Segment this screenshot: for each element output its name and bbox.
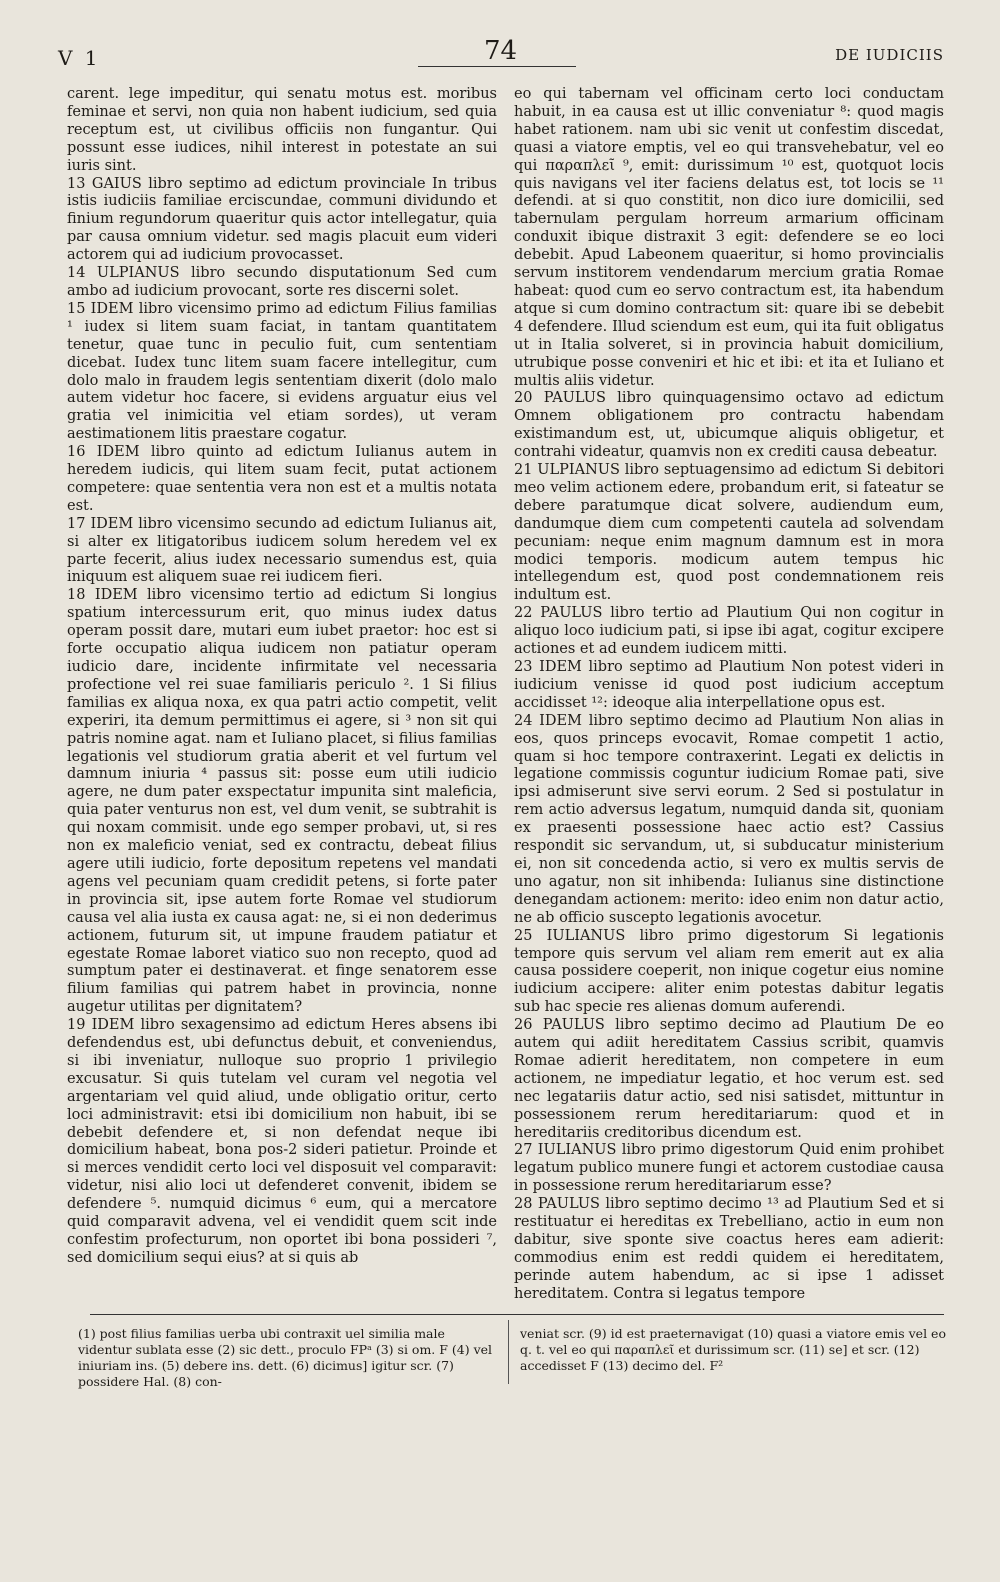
page-number: 74 [484,36,518,66]
paragraph: 20 PAULUS libro quinquagensimo octavo ad edictum Omnem obligationem pro contractu habendam existimandum est, ut, ubicumque aliquis obligetur, et contrahi videatur, quamvis non ex crediti causa debeatur. [514,390,944,461]
paragraph: 13 GAIUS libro septimo ad edictum provinciale In tribus istis iudiciis familiae erciscundae, communi dividundo et finium regundorum quaeritur quis actor intellegatur, quia par causa omnium videtur. sed magis placuit eum videri actorem qui ad iudicium provocasset. [67,175,497,264]
paragraph: 27 IULIANUS libro primo digestorum Quid enim prohibet legatum publico munere fungi et actorem custodiae causa in possessione rerum hereditariarum esse? [514,1142,944,1195]
paragraph: 18 IDEM libro vicensimo tertio ad edictum Si longius spatium intercessurum erit, quo minus iudex datus operam possit dare, mutari eum iubet praetor: hoc est si forte occupatio aliqua iudicem non patiatur operam iudicio dare, incidente infirmitate vel necessaria profectione vel rei suae familiaris periculo ². 1 Si filius familias ex aliqua noxa, ex qua patri actio competit, velit experiri, ita demum permittimus ei agere, si ³ non sit qui patris nomine agat. nam et Iuliano placet, si filius familias legationis vel studiorum gratia aberit et vel furtum vel damnum iniuria ⁴ passus sit: posse eum utili iudicio agere, ne dum pater exspectatur impunita sint maleficia, quia pater venturus non est, vel dum venit, se subtrahit is qui noxam commisit. unde ego semper probavi, ut, si res non ex maleficio veniat, sed ex contractu, debeat filius agere utili iudicio, forte depositum repetens vel mandati agens vel pecuniam quam credidit petens, si forte pater in provincia sit, ipse autem forte Romae vel studiorum causa vel alia iusta ex causa agat: ne, si ei non dederimus actionem, futurum sit, ut impune fraudem patiatur et egestate Romae laboret viatico suo non recepto, quod ad sumptum pater ei destinaverat. et finge senatorem esse filium familias qui patrem habet in provincia, nonne augetur utilitas per dignitatem? [67,587,497,1016]
paragraph: 19 IDEM libro sexagensimo ad edictum Heres absens ibi defendendus est, ubi defunctus debuit, et conveniendus, si ibi inveniatur, nulloque suo proprio 1 privilegio excusatur. Si quis tutelam vel curam vel negotia vel argentariam vel quid aliud, unde obligatio oritur, certo loci administravit: etsi ibi domicilium non habuit, ibi se debebit defendere et, si non defendat neque ibi domicilium habeat, bona pos-2 sideri patietur. Proinde et si merces vendidit certo loci vel disposuit vel comparavit: videtur, nisi alio loci ut defenderet convenit, ibidem se defendere ⁵. numquid dicimus ⁶ eum, qui a mercatore quid comparavit advena, vel ei vendidit quem scit inde confestim profecturum, non oportet ibi bona possideri ⁷, sed domicilium sequi eius? at si quis ab [67,1017,497,1266]
paragraph: 25 IULIANUS libro primo digestorum Si legationis tempore quis servum vel aliam rem emerit aut ex alia causa possidere coeperit, non inique cogetur eius nomine iudicium accipere: aliter enim potestas dabitur legatis sub hac specie res alienas domum auferendi. [514,927,944,1016]
paragraph: 28 PAULUS libro septimo decimo ¹³ ad Plautium Sed et si restituatur ei hereditas ex Trebelliano, actio in eum non dabitur, sive sponte sive coactus heres eam adierit: commodius enim est reddi quidem ei hereditatem, perinde autem habendum, ac si ipse 1 adisset hereditatem. Contra si legatus tempore [514,1196,944,1302]
header-rule [418,66,576,67]
footnotes-left: (1) post filius familias uerba ubi contraxit uel similia male videntur sublata esse (2) sic dett., proculo FPᵃ (3) si om. F (4) vel iniuriam ins. (5) debere ins. dett. (6) dicimus] igitur scr. (7) possidere Hal. (8) con- [78,1326,493,1389]
paragraph: 17 IDEM libro vicensimo secundo ad edictum Iulianus ait, si alter ex litigatoribus iudicem solum heredem vel ex parte fecerit, alius iudex necessario sumendus est, quia iniquum est aliquem suae rei iudicem fieri. [67,515,497,586]
right-column [514,86,944,1304]
paragraph: 24 IDEM libro septimo decimo ad Plautium Non alias in eos, quos princeps evocavit, Romae competit 1 actio, quam si hoc tempore contraxerint. Legati ex delictis in legatione commissis coguntur iudicium Romae pati, sive ipsi admiserunt sive servi eorum. 2 Sed si postulatur in rem actio adversus legatum, numquid danda sit, quoniam ex praesenti possessione haec actio est? Cassius respondit sic servandum, ut, si subducatur ministerium ei, non sit concedenda actio, si vero ex multis servis de uno agatur, non sit inhibenda: Iulianus sine distinctione denegandam actionem: merito: ideo enim non datur actio, ne ab officio suscepto legationis avocetur. [514,712,944,926]
paragraph: 21 ULPIANUS libro septuagensimo ad edictum Si debitori meo velim actionem edere, probandum erit, si fateatur se debere paratumque dicat solvere, audiendum eum, dandumque diem cum competenti cautela ad solvendam pecuniam: neque enim magnum damnum est in mora modici temporis. modicum autem tempus hic intellegendum est, quod post condemnationem reis indultum est. [514,462,944,604]
footnote-divider [508,1320,509,1384]
running-title: DE IUDICIIS [835,46,944,64]
paragraph: 23 IDEM libro septimo ad Plautium Non potest videri in iudicium venisse id quod post iudicium acceptum accidisset ¹²: ideoque alia interpellatione opus est. [514,659,944,711]
paragraph: 16 IDEM libro quinto ad edictum Iulianus autem in heredem iudicis, qui litem suam fecit, putat actionem competere: quae sententia vera non est et a multis notata est. [67,444,497,514]
footnote-rule [90,1314,944,1315]
paragraph: 26 PAULUS libro septimo decimo ad Plautium De eo autem qui adiit hereditatem Cassius scribit, quamvis Romae adierit hereditatem, non competere in eum actionem, ne impediatur legatio, et hoc verum est. sed nec legatariis datur actio, sed nisi satisdet, mittuntur in possessionem rerum hereditariarum: quod et in hereditariis creditoribus dicendum est. [514,1017,944,1141]
paragraph: carent. lege impeditur, qui senatu motus est. moribus feminae et servi, non quia non habent iudicium, sed quia receptum est, ut civilibus officiis non fungantur. Qui possunt esse iudices, nihil interest in potestate an sui iuris sint. [67,86,497,174]
volume-marker: V 1 [58,46,101,70]
paragraph: eo qui tabernam vel officinam certo loci conductam habuit, in ea causa est ut illic conveniatur ⁸: quod magis habet rationem. nam ubi sic venit ut confestim discedat, quasi a viatore emptis, vel eo qui transvehebatur, vel eo qui παραπλεῖ ⁹, emit: durissimum ¹⁰ est, quotquot locis quis navigans vel iter faciens delatus est, tot locis se ¹¹ defendi. at si quo constitit, non dico iure domicilii, sed tabernulam pergulam horreum armarium officinam conduxit ibique distraxit 3 egit: defendere se eo loci debebit. Apud Labeonem quaeritur, si homo provincialis servum institorem vendendarum mercium gratia Romae habeat: quod cum eo servo contractum est, ita habendum atque si cum domino contractum sit: quare ibi se debebit 4 defendere. Illud sciendum est eum, qui ita fuit obligatus ut in Italia solveret, si in provincia habuit domicilium, utrubique posse conveniri et hic et ibi: et ita et Iuliano et multis aliis videtur. [514,86,944,389]
paragraph: 15 IDEM libro vicensimo primo ad edictum Filius familias ¹ iudex si litem suam faciat, in tantam quantitatem tenetur, quae tunc in peculio fuit, cum sententiam dicebat. Iudex tunc litem suam facere intellegitur, cum dolo malo in fraudem legis sententiam dixerit (dolo malo autem videtur hoc facere, si evidens arguatur eius vel gratia vel inimicitia vel etiam sordes), ut veram aestimationem litis praestare cogatur. [67,300,497,443]
footnotes-right: veniat scr. (9) id est praeternavigat (10) quasi a viatore emis vel eo q. t. vel eo qui παραπλεῖ et durissimum scr. (11) se] et scr. (12) accedisset F (13) decimo del. F² [520,1326,946,1373]
left-column [67,86,497,1268]
paragraph: 14 ULPIANUS libro secundo disputationum Sed cum ambo ad iudicium provocant, sorte res discerni solet. [67,265,497,299]
paragraph: 22 PAULUS libro tertio ad Plautium Qui non cogitur in aliquo loco iudicium pati, si ipse ibi agat, cogitur excipere actiones et ad eundem iudicem mitti. [514,605,944,658]
